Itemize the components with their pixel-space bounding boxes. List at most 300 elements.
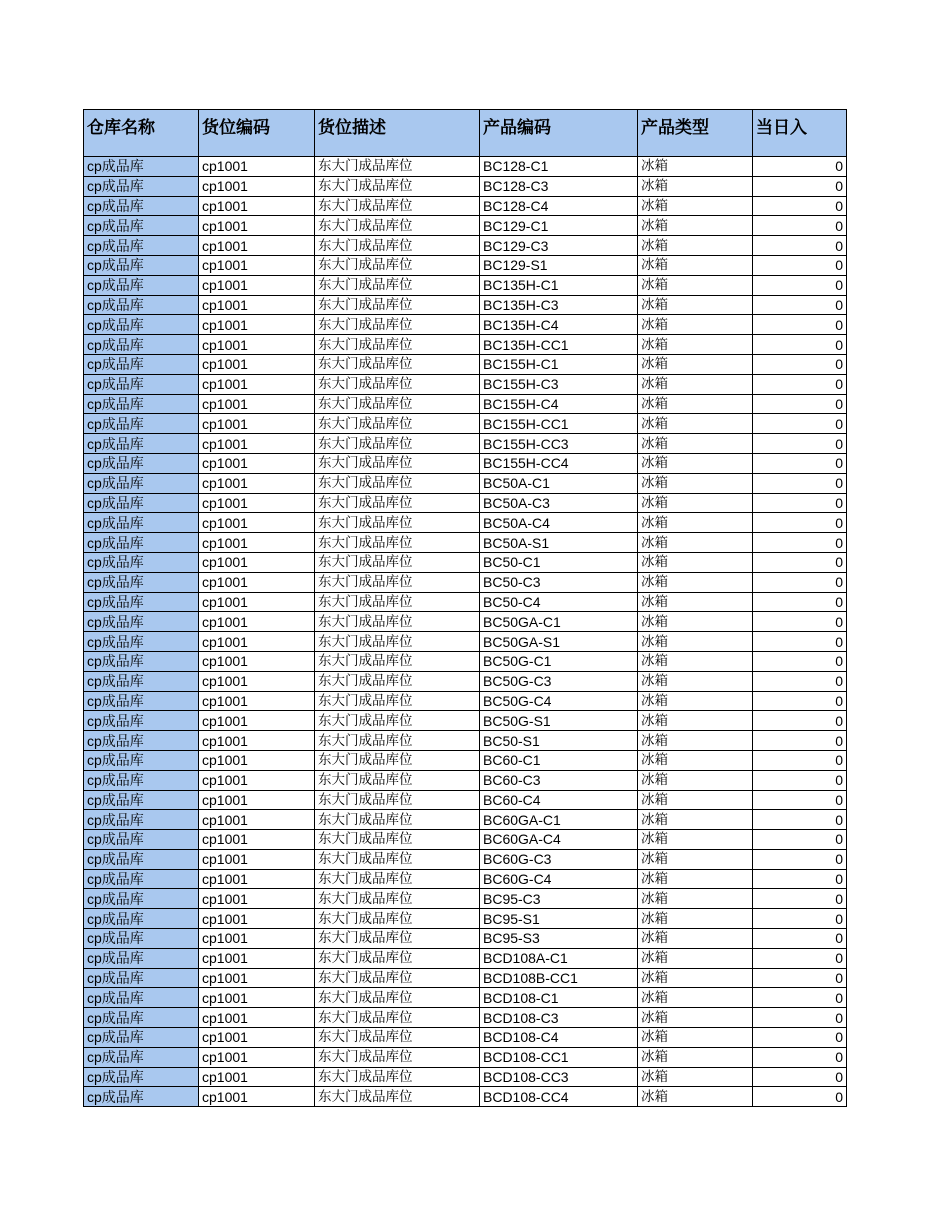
table-row [84,671,847,691]
product-code-cell: BC60-C4 [480,790,638,810]
location-code-cell: cp1001 [199,810,315,830]
product-code-cell: BC155H-C3 [480,374,638,394]
table-row [84,473,847,493]
product-type-cell: 冰箱 [638,810,753,830]
product-code-cell: BC60G-C4 [480,869,638,889]
location-code-cell: cp1001 [199,513,315,533]
location-desc-cell: 东大门成品库位 [315,394,480,414]
location-code-cell: cp1001 [199,275,315,295]
warehouse-cell: cp成品库 [84,1028,199,1048]
location-code-cell: cp1001 [199,711,315,731]
product-code-cell: BCD108A-C1 [480,948,638,968]
product-code-cell: BC60-C3 [480,770,638,790]
location-code-cell: cp1001 [199,849,315,869]
inventory-table [83,109,847,1107]
product-type-cell: 冰箱 [638,354,753,374]
location-desc-cell: 东大门成品库位 [315,335,480,355]
location-desc-cell: 东大门成品库位 [315,1008,480,1028]
warehouse-cell: cp成品库 [84,275,199,295]
location-code-cell: cp1001 [199,216,315,236]
product-type-cell: 冰箱 [638,255,753,275]
product-type-cell: 冰箱 [638,592,753,612]
warehouse-cell: cp成品库 [84,414,199,434]
product-code-cell: BC50G-C3 [480,671,638,691]
table-row [84,176,847,196]
product-type-cell: 冰箱 [638,849,753,869]
product-type-cell: 冰箱 [638,632,753,652]
location-desc-cell: 东大门成品库位 [315,612,480,632]
product-type-cell: 冰箱 [638,1008,753,1028]
location-desc-cell: 东大门成品库位 [315,176,480,196]
warehouse-cell: cp成品库 [84,750,199,770]
product-type-cell: 冰箱 [638,711,753,731]
product-code-cell: BC135H-C3 [480,295,638,315]
warehouse-cell: cp成品库 [84,592,199,612]
product-code-cell: BC155H-C1 [480,354,638,374]
table-row [84,1028,847,1048]
location-code-cell: cp1001 [199,1067,315,1087]
daily-in-cell: 0 [753,869,847,889]
warehouse-cell: cp成品库 [84,731,199,751]
daily-in-cell: 0 [753,275,847,295]
location-code-cell: cp1001 [199,473,315,493]
product-code-cell: BC128-C3 [480,176,638,196]
daily-in-cell: 0 [753,453,847,473]
product-code-cell: BCD108-C4 [480,1028,638,1048]
product-type-cell: 冰箱 [638,909,753,929]
location-desc-cell: 东大门成品库位 [315,1087,480,1107]
daily-in-cell: 0 [753,354,847,374]
table-row [84,948,847,968]
product-type-cell: 冰箱 [638,196,753,216]
product-type-cell: 冰箱 [638,968,753,988]
product-type-cell: 冰箱 [638,493,753,513]
daily-in-cell: 0 [753,968,847,988]
table-row [84,236,847,256]
product-type-cell: 冰箱 [638,651,753,671]
table-row [84,354,847,374]
product-code-cell: BC95-S3 [480,929,638,949]
header-product-type: 产品类型 [638,110,753,157]
location-desc-cell: 东大门成品库位 [315,830,480,850]
location-desc-cell: 东大门成品库位 [315,275,480,295]
warehouse-cell: cp成品库 [84,830,199,850]
product-type-cell: 冰箱 [638,315,753,335]
location-code-cell: cp1001 [199,869,315,889]
table-row [84,374,847,394]
product-code-cell: BC50-C1 [480,552,638,572]
product-code-cell: BC50A-C4 [480,513,638,533]
daily-in-cell: 0 [753,671,847,691]
daily-in-cell: 0 [753,216,847,236]
daily-in-cell: 0 [753,374,847,394]
location-code-cell: cp1001 [199,750,315,770]
product-type-cell: 冰箱 [638,552,753,572]
header-warehouse-name: 仓库名称 [84,110,199,157]
product-code-cell: BC60GA-C4 [480,830,638,850]
product-code-cell: BC50G-C4 [480,691,638,711]
location-desc-cell: 东大门成品库位 [315,750,480,770]
warehouse-cell: cp成品库 [84,632,199,652]
daily-in-cell: 0 [753,731,847,751]
warehouse-cell: cp成品库 [84,691,199,711]
warehouse-cell: cp成品库 [84,612,199,632]
warehouse-cell: cp成品库 [84,572,199,592]
location-desc-cell: 东大门成品库位 [315,869,480,889]
location-desc-cell: 东大门成品库位 [315,414,480,434]
table-row [84,572,847,592]
table-body [84,157,847,1107]
product-code-cell: BC60-C1 [480,750,638,770]
table-row [84,790,847,810]
product-type-cell: 冰箱 [638,988,753,1008]
location-code-cell: cp1001 [199,612,315,632]
location-desc-cell: 东大门成品库位 [315,909,480,929]
header-daily-in: 当日入 [753,110,847,157]
table-row [84,255,847,275]
location-code-cell: cp1001 [199,453,315,473]
table-row [84,533,847,553]
header-product-code: 产品编码 [480,110,638,157]
product-type-cell: 冰箱 [638,533,753,553]
location-desc-cell: 东大门成品库位 [315,651,480,671]
warehouse-cell: cp成品库 [84,810,199,830]
product-type-cell: 冰箱 [638,434,753,454]
product-code-cell: BC128-C4 [480,196,638,216]
product-code-cell: BC129-S1 [480,255,638,275]
table-row [84,810,847,830]
location-desc-cell: 东大门成品库位 [315,948,480,968]
product-type-cell: 冰箱 [638,453,753,473]
warehouse-cell: cp成品库 [84,533,199,553]
daily-in-cell: 0 [753,255,847,275]
table-row [84,968,847,988]
product-type-cell: 冰箱 [638,731,753,751]
location-desc-cell: 东大门成品库位 [315,315,480,335]
table-row [84,216,847,236]
daily-in-cell: 0 [753,592,847,612]
location-desc-cell: 东大门成品库位 [315,493,480,513]
product-code-cell: BC50A-C3 [480,493,638,513]
location-desc-cell: 东大门成品库位 [315,1047,480,1067]
location-code-cell: cp1001 [199,1047,315,1067]
product-code-cell: BC129-C3 [480,236,638,256]
product-code-cell: BC129-C1 [480,216,638,236]
product-type-cell: 冰箱 [638,275,753,295]
location-code-cell: cp1001 [199,889,315,909]
table-row [84,513,847,533]
location-desc-cell: 东大门成品库位 [315,552,480,572]
product-code-cell: BCD108-C1 [480,988,638,1008]
location-desc-cell: 东大门成品库位 [315,929,480,949]
product-type-cell: 冰箱 [638,295,753,315]
product-code-cell: BC60G-C3 [480,849,638,869]
product-code-cell: BCD108B-CC1 [480,968,638,988]
product-code-cell: BC95-C3 [480,889,638,909]
location-desc-cell: 东大门成品库位 [315,770,480,790]
product-code-cell: BC50A-C1 [480,473,638,493]
warehouse-cell: cp成品库 [84,1047,199,1067]
warehouse-cell: cp成品库 [84,988,199,1008]
location-code-cell: cp1001 [199,968,315,988]
table-row [84,394,847,414]
product-type-cell: 冰箱 [638,374,753,394]
location-desc-cell: 东大门成品库位 [315,295,480,315]
table-row [84,275,847,295]
daily-in-cell: 0 [753,691,847,711]
location-desc-cell: 东大门成品库位 [315,374,480,394]
location-code-cell: cp1001 [199,315,315,335]
table-row [84,295,847,315]
daily-in-cell: 0 [753,948,847,968]
table-row [84,711,847,731]
location-code-cell: cp1001 [199,1008,315,1028]
product-type-cell: 冰箱 [638,1028,753,1048]
location-desc-cell: 东大门成品库位 [315,196,480,216]
location-code-cell: cp1001 [199,592,315,612]
location-code-cell: cp1001 [199,1028,315,1048]
daily-in-cell: 0 [753,533,847,553]
daily-in-cell: 0 [753,1008,847,1028]
daily-in-cell: 0 [753,513,847,533]
table-row [84,612,847,632]
daily-in-cell: 0 [753,552,847,572]
product-type-cell: 冰箱 [638,770,753,790]
daily-in-cell: 0 [753,889,847,909]
location-desc-cell: 东大门成品库位 [315,810,480,830]
daily-in-cell: 0 [753,909,847,929]
product-code-cell: BC155H-CC1 [480,414,638,434]
location-desc-cell: 东大门成品库位 [315,711,480,731]
table-row [84,830,847,850]
warehouse-cell: cp成品库 [84,453,199,473]
location-desc-cell: 东大门成品库位 [315,671,480,691]
warehouse-cell: cp成品库 [84,394,199,414]
warehouse-cell: cp成品库 [84,651,199,671]
warehouse-cell: cp成品库 [84,948,199,968]
location-desc-cell: 东大门成品库位 [315,236,480,256]
location-code-cell: cp1001 [199,552,315,572]
daily-in-cell: 0 [753,473,847,493]
warehouse-cell: cp成品库 [84,236,199,256]
table-row [84,1087,847,1107]
table-row [84,1047,847,1067]
warehouse-cell: cp成品库 [84,929,199,949]
location-desc-cell: 东大门成品库位 [315,1067,480,1087]
table-row [84,157,847,177]
daily-in-cell: 0 [753,572,847,592]
daily-in-cell: 0 [753,988,847,1008]
daily-in-cell: 0 [753,1067,847,1087]
table-row [84,770,847,790]
location-code-cell: cp1001 [199,196,315,216]
location-desc-cell: 东大门成品库位 [315,632,480,652]
daily-in-cell: 0 [753,651,847,671]
location-code-cell: cp1001 [199,770,315,790]
table-row [84,493,847,513]
table-row [84,691,847,711]
table-row [84,651,847,671]
daily-in-cell: 0 [753,790,847,810]
table-row [84,632,847,652]
warehouse-cell: cp成品库 [84,552,199,572]
location-code-cell: cp1001 [199,1087,315,1107]
table-row [84,889,847,909]
product-type-cell: 冰箱 [638,473,753,493]
location-desc-cell: 东大门成品库位 [315,790,480,810]
location-desc-cell: 东大门成品库位 [315,216,480,236]
product-type-cell: 冰箱 [638,691,753,711]
warehouse-cell: cp成品库 [84,513,199,533]
daily-in-cell: 0 [753,335,847,355]
daily-in-cell: 0 [753,157,847,177]
location-desc-cell: 东大门成品库位 [315,988,480,1008]
product-code-cell: BC50-C4 [480,592,638,612]
product-type-cell: 冰箱 [638,513,753,533]
location-code-cell: cp1001 [199,434,315,454]
warehouse-cell: cp成品库 [84,255,199,275]
product-code-cell: BC95-S1 [480,909,638,929]
location-code-cell: cp1001 [199,790,315,810]
product-type-cell: 冰箱 [638,790,753,810]
location-code-cell: cp1001 [199,731,315,751]
daily-in-cell: 0 [753,711,847,731]
product-code-cell: BC50G-S1 [480,711,638,731]
product-type-cell: 冰箱 [638,830,753,850]
location-desc-cell: 东大门成品库位 [315,849,480,869]
warehouse-cell: cp成品库 [84,1067,199,1087]
product-type-cell: 冰箱 [638,612,753,632]
location-code-cell: cp1001 [199,691,315,711]
location-code-cell: cp1001 [199,671,315,691]
warehouse-cell: cp成品库 [84,1087,199,1107]
product-code-cell: BC135H-CC1 [480,335,638,355]
daily-in-cell: 0 [753,315,847,335]
location-code-cell: cp1001 [199,651,315,671]
product-code-cell: BC135H-C4 [480,315,638,335]
product-code-cell: BCD108-CC4 [480,1087,638,1107]
warehouse-cell: cp成品库 [84,374,199,394]
product-code-cell: BCD108-CC1 [480,1047,638,1067]
product-code-cell: BC60GA-C1 [480,810,638,830]
table-row [84,335,847,355]
product-code-cell: BC155H-C4 [480,394,638,414]
daily-in-cell: 0 [753,295,847,315]
product-type-cell: 冰箱 [638,750,753,770]
warehouse-cell: cp成品库 [84,968,199,988]
location-desc-cell: 东大门成品库位 [315,572,480,592]
location-desc-cell: 东大门成品库位 [315,1028,480,1048]
product-type-cell: 冰箱 [638,176,753,196]
location-desc-cell: 东大门成品库位 [315,592,480,612]
product-type-cell: 冰箱 [638,889,753,909]
warehouse-cell: cp成品库 [84,354,199,374]
table-row [84,731,847,751]
product-code-cell: BC50A-S1 [480,533,638,553]
location-desc-cell: 东大门成品库位 [315,157,480,177]
location-code-cell: cp1001 [199,374,315,394]
daily-in-cell: 0 [753,612,847,632]
warehouse-cell: cp成品库 [84,176,199,196]
product-type-cell: 冰箱 [638,948,753,968]
warehouse-cell: cp成品库 [84,790,199,810]
location-code-cell: cp1001 [199,236,315,256]
table-row [84,315,847,335]
daily-in-cell: 0 [753,434,847,454]
daily-in-cell: 0 [753,632,847,652]
product-code-cell: BC128-C1 [480,157,638,177]
product-type-cell: 冰箱 [638,1067,753,1087]
location-code-cell: cp1001 [199,830,315,850]
header-location-code: 货位编码 [199,110,315,157]
warehouse-cell: cp成品库 [84,295,199,315]
location-code-cell: cp1001 [199,414,315,434]
product-code-cell: BCD108-C3 [480,1008,638,1028]
location-code-cell: cp1001 [199,295,315,315]
table-row [84,909,847,929]
product-code-cell: BC50G-C1 [480,651,638,671]
product-code-cell: BC50-S1 [480,731,638,751]
table-row [84,592,847,612]
warehouse-cell: cp成品库 [84,335,199,355]
table-row [84,414,847,434]
product-type-cell: 冰箱 [638,394,753,414]
daily-in-cell: 0 [753,1087,847,1107]
product-type-cell: 冰箱 [638,216,753,236]
daily-in-cell: 0 [753,1047,847,1067]
location-desc-cell: 东大门成品库位 [315,354,480,374]
location-desc-cell: 东大门成品库位 [315,255,480,275]
daily-in-cell: 0 [753,849,847,869]
daily-in-cell: 0 [753,830,847,850]
product-type-cell: 冰箱 [638,1047,753,1067]
product-code-cell: BC155H-CC4 [480,453,638,473]
warehouse-cell: cp成品库 [84,216,199,236]
daily-in-cell: 0 [753,1028,847,1048]
daily-in-cell: 0 [753,414,847,434]
product-code-cell: BC50-C3 [480,572,638,592]
table-row [84,196,847,216]
product-type-cell: 冰箱 [638,335,753,355]
warehouse-cell: cp成品库 [84,909,199,929]
warehouse-cell: cp成品库 [84,889,199,909]
location-code-cell: cp1001 [199,157,315,177]
warehouse-cell: cp成品库 [84,157,199,177]
warehouse-cell: cp成品库 [84,473,199,493]
product-type-cell: 冰箱 [638,869,753,889]
warehouse-cell: cp成品库 [84,315,199,335]
table-row [84,453,847,473]
warehouse-cell: cp成品库 [84,434,199,454]
product-type-cell: 冰箱 [638,929,753,949]
warehouse-cell: cp成品库 [84,671,199,691]
location-desc-cell: 东大门成品库位 [315,731,480,751]
location-desc-cell: 东大门成品库位 [315,968,480,988]
location-desc-cell: 东大门成品库位 [315,691,480,711]
location-desc-cell: 东大门成品库位 [315,513,480,533]
daily-in-cell: 0 [753,750,847,770]
daily-in-cell: 0 [753,394,847,414]
header-row [84,110,847,157]
product-type-cell: 冰箱 [638,414,753,434]
daily-in-cell: 0 [753,929,847,949]
table-row [84,929,847,949]
product-type-cell: 冰箱 [638,671,753,691]
location-code-cell: cp1001 [199,176,315,196]
location-desc-cell: 东大门成品库位 [315,473,480,493]
daily-in-cell: 0 [753,770,847,790]
table-row [84,1067,847,1087]
